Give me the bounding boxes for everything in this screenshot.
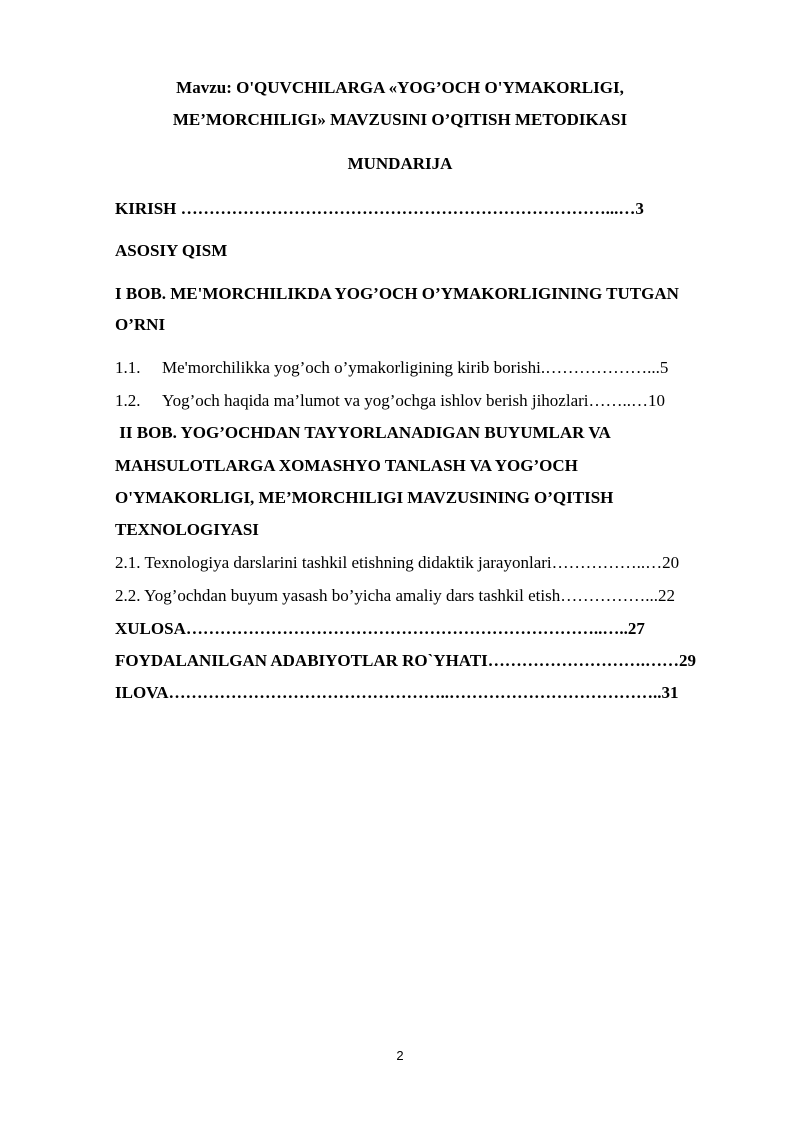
toc-chapter-2-line-2: MAHSULOTLARGA XOMASHYO TANLASH VA YOG’OCH <box>115 456 578 475</box>
toc-chapter-2-line-1: II BOB. YOG’OCHDAN TAYYORLANADIGAN BUYUMLAR VA <box>115 423 611 442</box>
page-number: 2 <box>396 1048 404 1063</box>
toc-chapter-2-line-3: O'YMAKORLIGI, ME’MORCHILIGI MAVZUSINING O’QITISH <box>115 488 614 507</box>
toc-entry-xulosa: XULOSA………………………………………………………………..…..27 <box>115 619 645 638</box>
toc-entry-2-1: 2.1. Texnologiya darslarini tashkil etishning didaktik jarayonlari……………..…20 <box>115 553 680 572</box>
toc-entry-1-1-text: Me'morchilikka yog’och o’ymakorligining kirib borishi.………………...5 <box>162 358 669 377</box>
toc-entry-1-2-text: Yog’och haqida ma’lumot va yog’ochga ishlov berish jihozlari……..…10 <box>162 391 665 410</box>
toc-entry-1-2-number: 1.2. <box>115 391 141 410</box>
toc-entry-kirish: KIRISH …………………………………………………………………...…3 <box>115 199 644 218</box>
toc-chapter-1-line-2: O’RNI <box>115 315 166 334</box>
toc-entry-foydalanilgan-adabiyotlar: FOYDALANILGAN ADABIYOTLAR RO`YHATI……………………….……29 <box>115 651 697 670</box>
toc-entry-1-1-number: 1.1. <box>115 358 141 377</box>
toc-entry-1-2 <box>115 391 745 411</box>
toc-entry-1-1 <box>115 358 745 378</box>
title-line-1: Mavzu: O'QUVCHILARGA «YOG’OCH O'YMAKORLIGI, <box>176 78 624 97</box>
toc-entry-2-2: 2.2. Yog’ochdan buyum yasash bo’yicha amaliy dars tashkil etish……………...22 <box>115 586 675 605</box>
toc-chapter-2-line-4: TEXNOLOGIYASI <box>115 520 259 539</box>
toc-entry-asosiy-qism: ASOSIY QISM <box>115 241 228 260</box>
toc-entry-ilova: ILOVA…………………………………………..………………………………..31 <box>115 683 679 702</box>
toc-chapter-1-line-1: I BOB. ME'MORCHILIKDA YOG’OCH O’YMAKORLIGINING TUTGAN <box>115 284 679 303</box>
title-line-2: ME’MORCHILIGI» MAVZUSINI O’QITISH METODIKASI <box>172 110 628 129</box>
toc-heading: MUNDARIJA <box>347 154 453 173</box>
